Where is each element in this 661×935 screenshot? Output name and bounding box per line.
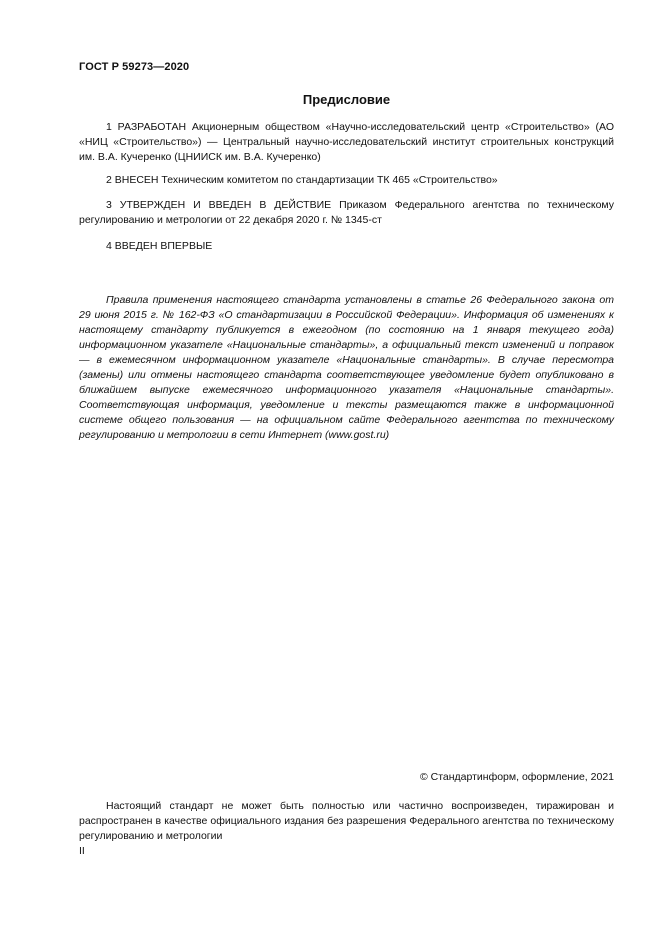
page-number: II xyxy=(79,845,85,857)
paragraph-introduced: 4 ВВЕДЕН ВПЕРВЫЕ xyxy=(106,240,213,252)
reproduction-notice: Настоящий стандарт не может быть полностью или частично воспроизведен, тиражирован и распространен в качестве официального издания без разрешения Федерального агентства по техническому регулированию и метрологии xyxy=(79,800,614,842)
paragraph-submitted: 2 ВНЕСЕН Техническим комитетом по стандартизации ТК 465 «Строительство» xyxy=(106,174,498,186)
section-title: Предисловие xyxy=(302,92,391,107)
paragraph-developed: 1 РАЗРАБОТАН Акционерным обществом «Научно-исследовательский центр «Строительство» (АО «НИЦ «Строительство») — Центральный научно-исследовательский институт строительных конструкций им. В.А. Кучеренко (ЦНИИСК им. В.А. Кучеренко) xyxy=(79,121,614,163)
standard-code: ГОСТ Р 59273—2020 xyxy=(79,61,190,73)
paragraph-approved: 3 УТВЕРЖДЕН И ВВЕДЕН В ДЕЙСТВИЕ Приказом Федерального агентства по техническому регулированию и метрологии от 22 декабря 2020 г. № 1345-ст xyxy=(79,199,614,226)
application-rules-notice: Правила применения настоящего стандарта установлены в статье 26 Федерального закона от 29 июня 2015 г. № 162-ФЗ «О стандартизации в Российской Федерации». Информация об изменениях к настоящему стандарту публикуется в ежегодном (по состоянию на 1 января текущего года) информационном указателе «Национальные стандарты», а официальный текст изменений и поправок — в ежемесячном информационном указателе «Национальные стандарты». В случае пересмотра (замены) или отмены настоящего стандарта соответствующее уведомление будет опубликовано в ближайшем выпуске ежемесячного информационного указателя «Национальные стандарты». Соответствующая информация, уведомление и тексты размещаются также в информационной системе общего пользования — на официальном сайте Федерального агентства по техническому регулированию и метрологии в сети Интернет (www.gost.ru) xyxy=(79,294,614,441)
copyright-line: © Стандартинформ, оформление, 2021 xyxy=(419,771,614,783)
